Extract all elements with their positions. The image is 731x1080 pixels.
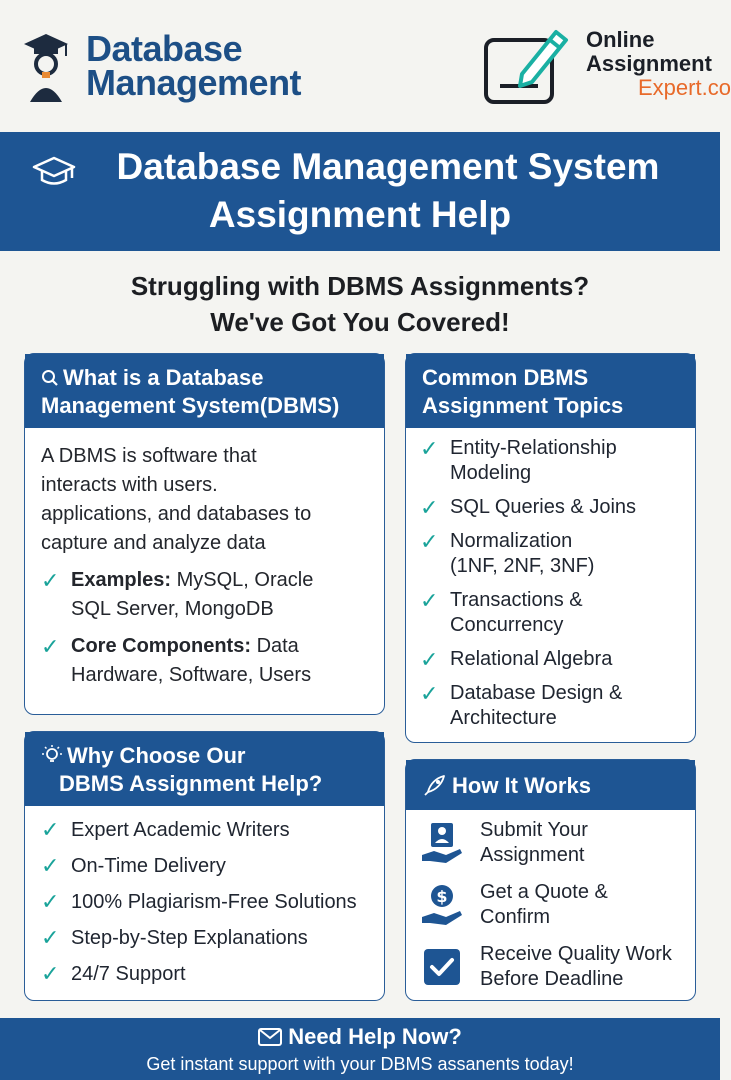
step-line: Get a Quote & Confirm	[480, 881, 608, 928]
check-icon: ✓	[41, 925, 60, 950]
why-title-line-1	[39, 742, 370, 770]
step-quote	[420, 880, 681, 930]
topics-header	[406, 354, 695, 428]
brand-text	[586, 22, 731, 108]
why-item-text: 100% Plagiarism-Free Solutions	[71, 891, 357, 913]
online-assignment-expert-logo	[482, 22, 731, 108]
topic-text: Normalization	[450, 530, 573, 552]
topic-text: Database Design &	[450, 682, 623, 704]
step-receive	[420, 942, 681, 992]
subtitle-line-2: We've Got You Covered!	[210, 307, 510, 337]
page-title-line-1: Database Management System	[116, 146, 660, 187]
title-banner	[0, 132, 720, 251]
what-title-line-1	[41, 364, 370, 392]
logo-text	[86, 28, 302, 103]
list-item	[420, 588, 681, 638]
check-icon: ✓	[420, 681, 439, 706]
how-title-line	[422, 772, 681, 800]
list-item	[420, 529, 681, 579]
how-it-works-card	[405, 759, 696, 1001]
definition-line: capture and analyze data	[41, 532, 266, 554]
topic-text: Entity-Relationship	[450, 437, 617, 459]
list-item	[420, 436, 681, 486]
what-is-dbms-card	[24, 353, 385, 715]
why-choose-card	[24, 731, 385, 1001]
how-header	[406, 760, 695, 810]
definition-line: applications, and databases to	[41, 503, 312, 525]
logo-line-2: Management	[86, 62, 302, 103]
examples-label: Examples:	[71, 569, 172, 591]
why-item-text: 24/7 Support	[71, 963, 186, 985]
step-text	[480, 818, 588, 868]
check-icon: ✓	[41, 634, 60, 659]
brand-line-2: Assignment	[586, 51, 712, 76]
list-item	[41, 812, 368, 848]
check-icon: ✓	[420, 436, 439, 461]
topic-text: (1NF, 2NF, 3NF)	[450, 555, 595, 577]
check-icon: ✓	[41, 961, 60, 986]
check-icon: ✓	[420, 529, 439, 554]
why-header	[25, 732, 384, 806]
what-title-line-2: Management System(DBMS)	[41, 393, 340, 418]
list-item	[41, 920, 368, 956]
step-text	[480, 880, 681, 930]
logo-line-1: Database	[86, 28, 243, 69]
what-is-dbms-body	[25, 428, 384, 704]
why-list	[25, 806, 384, 998]
definition-line: interacts with users.	[41, 474, 218, 496]
checkbox-icon	[420, 945, 464, 989]
what-is-dbms-header	[25, 354, 384, 428]
why-item-text: Expert Academic Writers	[71, 819, 290, 841]
subtitle-line-1: Struggling with DBMS Assignments?	[130, 271, 590, 301]
check-icon: ✓	[420, 647, 439, 672]
check-icon: ✓	[41, 568, 60, 593]
list-item	[41, 956, 368, 992]
list-item	[41, 848, 368, 884]
step-text	[480, 942, 672, 992]
page-title-line-2: Assignment Help	[208, 194, 512, 235]
what-title-text-1: What is a Database	[63, 365, 264, 390]
mail-icon	[258, 1028, 282, 1046]
topics-list	[406, 428, 695, 748]
topic-text: Modeling	[450, 462, 532, 484]
examples-text	[71, 566, 313, 624]
list-item	[420, 647, 681, 672]
footer-heading-text: Need Help Now?	[288, 1024, 462, 1049]
components-value-1: Data	[256, 635, 299, 657]
svg-text:$: $	[436, 887, 448, 906]
dbms-definition	[41, 442, 368, 558]
topic-text: Transactions &	[450, 589, 583, 611]
top-header	[0, 0, 731, 132]
subtitle	[0, 268, 720, 340]
topic-text: Relational Algebra	[450, 648, 613, 670]
dollar-hand-icon	[420, 883, 464, 927]
pen-on-paper-icon	[482, 22, 572, 108]
step-line: Submit Your	[480, 819, 588, 841]
topics-title-line-1: Common DBMS	[422, 365, 589, 390]
brand-line-1: Online	[586, 27, 655, 52]
why-title-line-2: DBMS Assignment Help?	[59, 771, 323, 796]
examples-row	[41, 566, 368, 624]
database-management-logo	[22, 28, 302, 104]
components-label: Core Components:	[71, 635, 251, 657]
list-item	[420, 495, 681, 520]
definition-line: A DBMS is software that	[41, 445, 257, 467]
check-icon: ✓	[420, 588, 439, 613]
topic-text: SQL Queries & Joins	[450, 496, 637, 518]
check-icon: ✓	[41, 853, 60, 878]
examples-value-2: SQL Server, MongoDB	[71, 598, 274, 620]
lightbulb-icon	[39, 744, 65, 766]
how-steps	[406, 810, 695, 1012]
topics-title-line-2: Assignment Topics	[422, 393, 624, 418]
why-title-text-1: Why Choose Our	[67, 743, 246, 768]
topic-text: Concurrency	[450, 614, 564, 636]
why-item-text: On-Time Delivery	[71, 855, 226, 877]
brand-line-3: Expert.co	[638, 75, 731, 100]
list-item	[420, 681, 681, 731]
submit-hand-icon	[420, 821, 464, 865]
graduate-figure-icon	[22, 32, 70, 104]
components-text	[71, 632, 311, 690]
check-icon: ✓	[420, 495, 439, 520]
footer-cta	[0, 1018, 720, 1080]
check-icon: ✓	[41, 889, 60, 914]
check-icon: ✓	[41, 817, 60, 842]
assignment-topics-card	[405, 353, 696, 743]
footer-text: Get instant support with your DBMS assanents today!	[146, 1054, 574, 1074]
step-line: Assignment	[480, 844, 585, 866]
step-line: Receive Quality Work	[480, 943, 672, 965]
step-line: Before Deadline	[480, 968, 624, 990]
components-row	[41, 632, 368, 690]
components-value-2: Hardware, Software, Users	[71, 664, 312, 686]
topic-text: Architecture	[450, 707, 557, 729]
why-item-text: Step-by-Step Explanations	[71, 927, 308, 949]
search-icon	[41, 369, 59, 387]
rocket-icon	[422, 774, 448, 796]
how-title-text: How It Works	[452, 773, 591, 798]
examples-value-1: MySQL, Oracle	[176, 569, 314, 591]
step-submit	[420, 818, 681, 868]
footer-heading	[0, 1024, 720, 1050]
list-item	[41, 884, 368, 920]
